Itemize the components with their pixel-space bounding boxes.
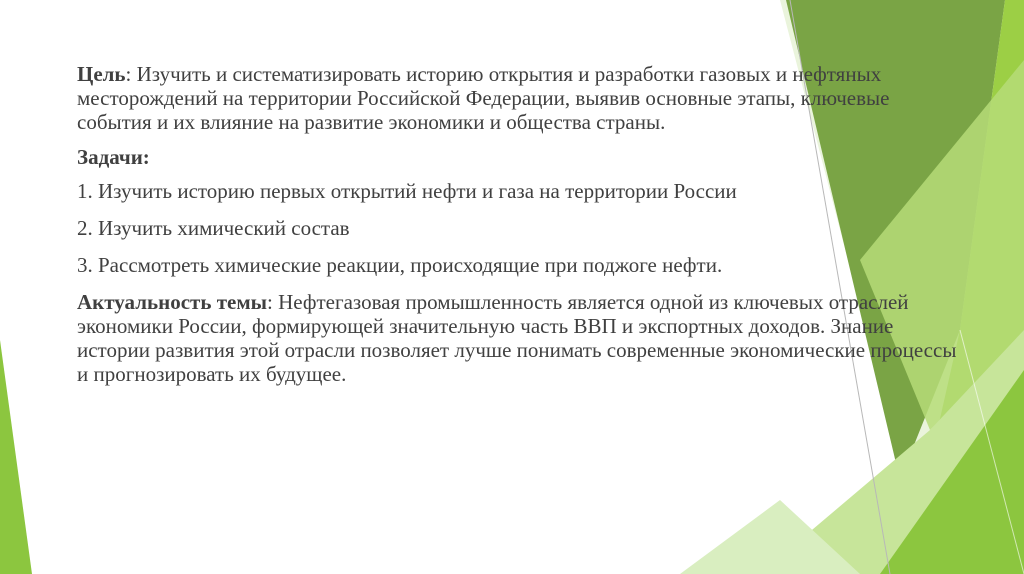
decor-left-strip [0,340,32,574]
task-item-2: 2. Изучить химический состав [77,216,350,240]
slide-content [77,62,957,397]
relevance-text: : Нефтегазовая промышленность является одной из ключевых отраслей экономики России, формирующей значительную часть ВВП и экспортных доходов. Знание истории развития этой отрасли позволяет лучше понимать современные экономические процессы и прогнозировать их будущее. [77,290,957,386]
task-item-1: 1. Изучить историю первых открытий нефти и газа на территории России [77,179,737,203]
task-item-3: 3. Рассмотреть химические реакции, происходящие при поджоге нефти. [77,253,723,277]
tasks-heading: Задачи: [77,145,150,169]
relevance-paragraph [77,290,957,386]
goal-text: : Изучить и систематизировать историю открытия и разработки газовых и нефтяных месторождений на территории Российской Федерации, выявив основные этапы, ключевые события и их влияние на развитие экономики и общества страны. [77,62,890,134]
goal-label: Цель [77,62,126,86]
relevance-label: Актуальность темы [77,290,268,314]
goal-paragraph [77,62,957,134]
